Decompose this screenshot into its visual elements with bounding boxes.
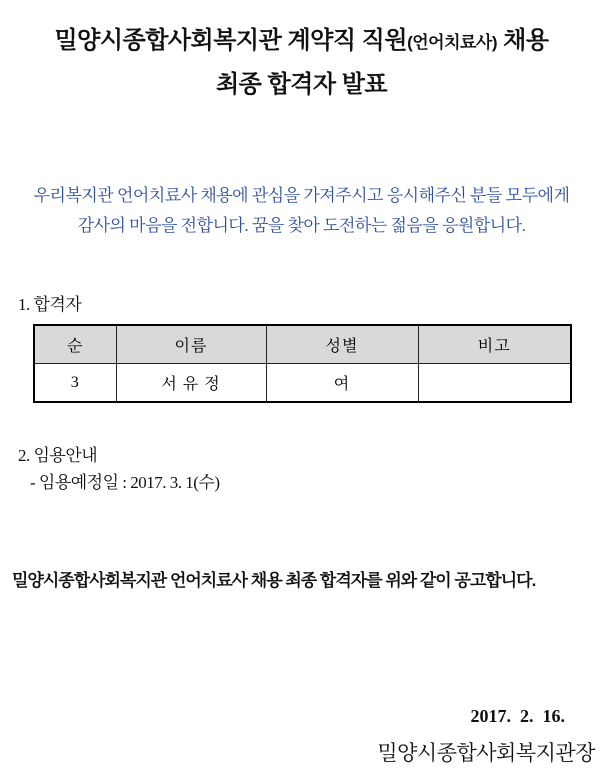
title-line1-main: 밀양시종합사회복지관 계약직 직원 (54, 27, 408, 54)
column-header-no: 순 (34, 325, 116, 364)
section-1-heading: 1. 합격자 (18, 295, 82, 314)
column-header-name: 이름 (116, 325, 266, 364)
closing-statement: 밀양시종합사회복지관 언어치료사 채용 최종 합격자를 위와 같이 공고합니다. (12, 571, 536, 590)
cell-gender: 여 (266, 364, 418, 403)
table-row (34, 364, 571, 403)
title-line1-paren: (언어치료사) (407, 33, 497, 52)
successful-candidates-table (33, 324, 572, 403)
announcement-date: 2017. 2. 16. (470, 706, 565, 726)
cell-remarks (418, 364, 571, 403)
signer-title: 밀양시종합사회복지관장 (377, 742, 595, 765)
column-header-gender: 성별 (266, 325, 418, 364)
document-title (0, 20, 603, 106)
appointment-date-item: - 임용예정일 : 2017. 3. 1(수) (30, 473, 220, 492)
greeting-paragraph (0, 181, 603, 241)
table-header-row (34, 325, 571, 364)
greeting-line-1: 우리복지관 언어치료사 채용에 관심을 가져주시고 응시해주신 분들 모두에게 (33, 186, 570, 205)
column-header-remarks: 비고 (418, 325, 571, 364)
cell-name: 서 유 정 (116, 364, 266, 403)
section-2-heading: 2. 임용안내 (18, 446, 98, 465)
cell-no: 3 (34, 364, 116, 403)
title-line-1 (0, 20, 603, 64)
greeting-line-2: 감사의 마음을 전합니다. 꿈을 찾아 도전하는 젊음을 응원합니다. (77, 216, 526, 235)
title-line1-tail: 채용 (497, 27, 549, 54)
title-line-2: 최종 합격자 발표 (215, 71, 388, 98)
